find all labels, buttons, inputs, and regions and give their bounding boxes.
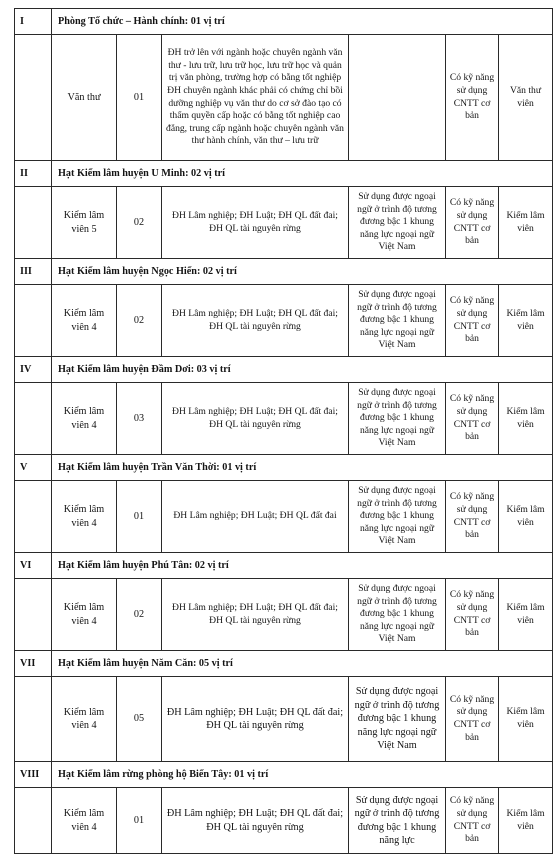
degree-cell: ĐH trở lên với ngành hoặc chuyên ngành văn thư - lưu trữ, lưu trữ học, lưu trữ học và quản trị văn phòng, trường hợp có bằng tốt nghiệp ĐH chuyên ngành khác phải có chứng chỉ bồi dưỡng nghiệp vụ văn thư do cơ sở đào tạo có thẩm quyền cấp hoặc có bằng tốt nghiệp cao đẳng, trung cấp ngành hoặc chuyên ngành văn thư hành chính, văn thư – lưu trữ	[162, 35, 349, 161]
section-title: Hạt Kiểm lâm huyện Phú Tân: 02 vị trí	[52, 553, 553, 579]
section-title: Phòng Tổ chức – Hành chính: 01 vị trí	[52, 9, 553, 35]
section-header	[15, 762, 553, 788]
table-row	[15, 481, 553, 553]
position-cell: Kiểm lâm viên 5	[52, 187, 117, 259]
degree-cell: ĐH Lâm nghiệp; ĐH Luật; ĐH QL đất đai	[162, 481, 349, 553]
row-blank	[15, 285, 52, 357]
row-blank	[15, 677, 52, 762]
degree-cell: ĐH Lâm nghiệp; ĐH Luật; ĐH QL đất đai; ĐH QL tài nguyên rừng	[162, 187, 349, 259]
recruitment-positions-table	[14, 8, 553, 854]
position-cell: Kiểm lâm viên 4	[52, 788, 117, 854]
position-cell: Kiểm lâm viên 4	[52, 579, 117, 651]
row-blank	[15, 383, 52, 455]
it-skill-cell: Có kỹ năng sử dụng CNTT cơ bản	[446, 285, 499, 357]
position-cell: Kiểm lâm viên 4	[52, 677, 117, 762]
it-skill-cell: Có kỹ năng sử dụng CNTT cơ bản	[446, 481, 499, 553]
language-cell: Sử dụng được ngoại ngữ ở trình độ tương đương bậc 1 khung năng lực ngoại ngữ Việt Nam	[349, 677, 446, 762]
section-number: VI	[15, 553, 52, 579]
rank-cell: Kiểm lâm viên	[499, 187, 553, 259]
degree-cell: ĐH Lâm nghiệp; ĐH Luật; ĐH QL đất đai; ĐH QL tài nguyên rừng	[162, 788, 349, 854]
section-header	[15, 455, 553, 481]
section-number: VII	[15, 651, 52, 677]
table-row	[15, 788, 553, 854]
section-header	[15, 357, 553, 383]
it-skill-cell: Có kỹ năng sử dụng CNTT cơ bản	[446, 187, 499, 259]
quantity-cell: 05	[117, 677, 162, 762]
position-cell: Kiểm lâm viên 4	[52, 383, 117, 455]
section-number: II	[15, 161, 52, 187]
quantity-cell: 02	[117, 285, 162, 357]
section-title: Hạt Kiểm lâm huyện Ngọc Hiển: 02 vị trí	[52, 259, 553, 285]
rank-cell: Kiểm lâm viên	[499, 788, 553, 854]
language-cell: Sử dụng được ngoại ngữ ở trình độ tương đương bậc 1 khung năng lực ngoại ngữ Việt Nam	[349, 187, 446, 259]
position-cell: Kiểm lâm viên 4	[52, 285, 117, 357]
section-number: III	[15, 259, 52, 285]
language-cell	[349, 35, 446, 161]
degree-cell: ĐH Lâm nghiệp; ĐH Luật; ĐH QL đất đai; ĐH QL tài nguyên rừng	[162, 677, 349, 762]
quantity-cell: 02	[117, 579, 162, 651]
language-cell: Sử dụng được ngoại ngữ ở trình độ tương đương bậc 1 khung năng lực ngoại ngữ Việt Nam	[349, 481, 446, 553]
section-title: Hạt Kiểm lâm huyện U Minh: 02 vị trí	[52, 161, 553, 187]
rank-cell: Kiểm lâm viên	[499, 579, 553, 651]
table-row	[15, 187, 553, 259]
section-header	[15, 9, 553, 35]
it-skill-cell: Có kỹ năng sử dụng CNTT cơ bản	[446, 788, 499, 854]
language-cell: Sử dụng được ngoại ngữ ở trình độ tương đương bậc 1 khung năng lực ngoại ngữ Việt Nam	[349, 579, 446, 651]
section-title: Hạt Kiểm lâm huyện Đầm Dơi: 03 vị trí	[52, 357, 553, 383]
rank-cell: Kiểm lâm viên	[499, 677, 553, 762]
table-row	[15, 579, 553, 651]
section-number: V	[15, 455, 52, 481]
rank-cell: Văn thư viên	[499, 35, 553, 161]
section-number: I	[15, 9, 52, 35]
it-skill-cell: Có kỹ năng sử dụng CNTT cơ bản	[446, 35, 499, 161]
quantity-cell: 03	[117, 383, 162, 455]
table-row	[15, 383, 553, 455]
section-header	[15, 651, 553, 677]
section-title: Hạt Kiểm lâm huyện Năm Căn: 05 vị trí	[52, 651, 553, 677]
degree-cell: ĐH Lâm nghiệp; ĐH Luật; ĐH QL đất đai; ĐH QL tài nguyên rừng	[162, 579, 349, 651]
quantity-cell: 02	[117, 187, 162, 259]
section-title: Hạt Kiểm lâm rừng phòng hộ Biển Tây: 01 vị trí	[52, 762, 553, 788]
row-blank	[15, 481, 52, 553]
section-title: Hạt Kiểm lâm huyện Trần Văn Thời: 01 vị trí	[52, 455, 553, 481]
position-cell: Văn thư	[52, 35, 117, 161]
table-row	[15, 677, 553, 762]
section-header	[15, 161, 553, 187]
section-header	[15, 553, 553, 579]
section-number: VIII	[15, 762, 52, 788]
degree-cell: ĐH Lâm nghiệp; ĐH Luật; ĐH QL đất đai; ĐH QL tài nguyên rừng	[162, 383, 349, 455]
section-header	[15, 259, 553, 285]
row-blank	[15, 35, 52, 161]
language-cell: Sử dụng được ngoại ngữ ở trình độ tương đương bậc 1 khung năng lực	[349, 788, 446, 854]
row-blank	[15, 579, 52, 651]
quantity-cell: 01	[117, 35, 162, 161]
rank-cell: Kiểm lâm viên	[499, 481, 553, 553]
it-skill-cell: Có kỹ năng sử dụng CNTT cơ bản	[446, 383, 499, 455]
row-blank	[15, 788, 52, 854]
table-row	[15, 35, 553, 161]
it-skill-cell: Có kỹ năng sử dụng CNTT cơ bản	[446, 677, 499, 762]
rank-cell: Kiểm lâm viên	[499, 383, 553, 455]
language-cell: Sử dụng được ngoại ngữ ở trình độ tương đương bậc 1 khung năng lực ngoại ngữ Việt Nam	[349, 285, 446, 357]
it-skill-cell: Có kỹ năng sử dụng CNTT cơ bản	[446, 579, 499, 651]
recruitment-document	[14, 8, 552, 854]
quantity-cell: 01	[117, 481, 162, 553]
section-number: IV	[15, 357, 52, 383]
position-cell: Kiểm lâm viên 4	[52, 481, 117, 553]
row-blank	[15, 187, 52, 259]
rank-cell: Kiểm lâm viên	[499, 285, 553, 357]
table-row	[15, 285, 553, 357]
degree-cell: ĐH Lâm nghiệp; ĐH Luật; ĐH QL đất đai; ĐH QL tài nguyên rừng	[162, 285, 349, 357]
quantity-cell: 01	[117, 788, 162, 854]
language-cell: Sử dụng được ngoại ngữ ở trình độ tương đương bậc 1 khung năng lực ngoại ngữ Việt Nam	[349, 383, 446, 455]
